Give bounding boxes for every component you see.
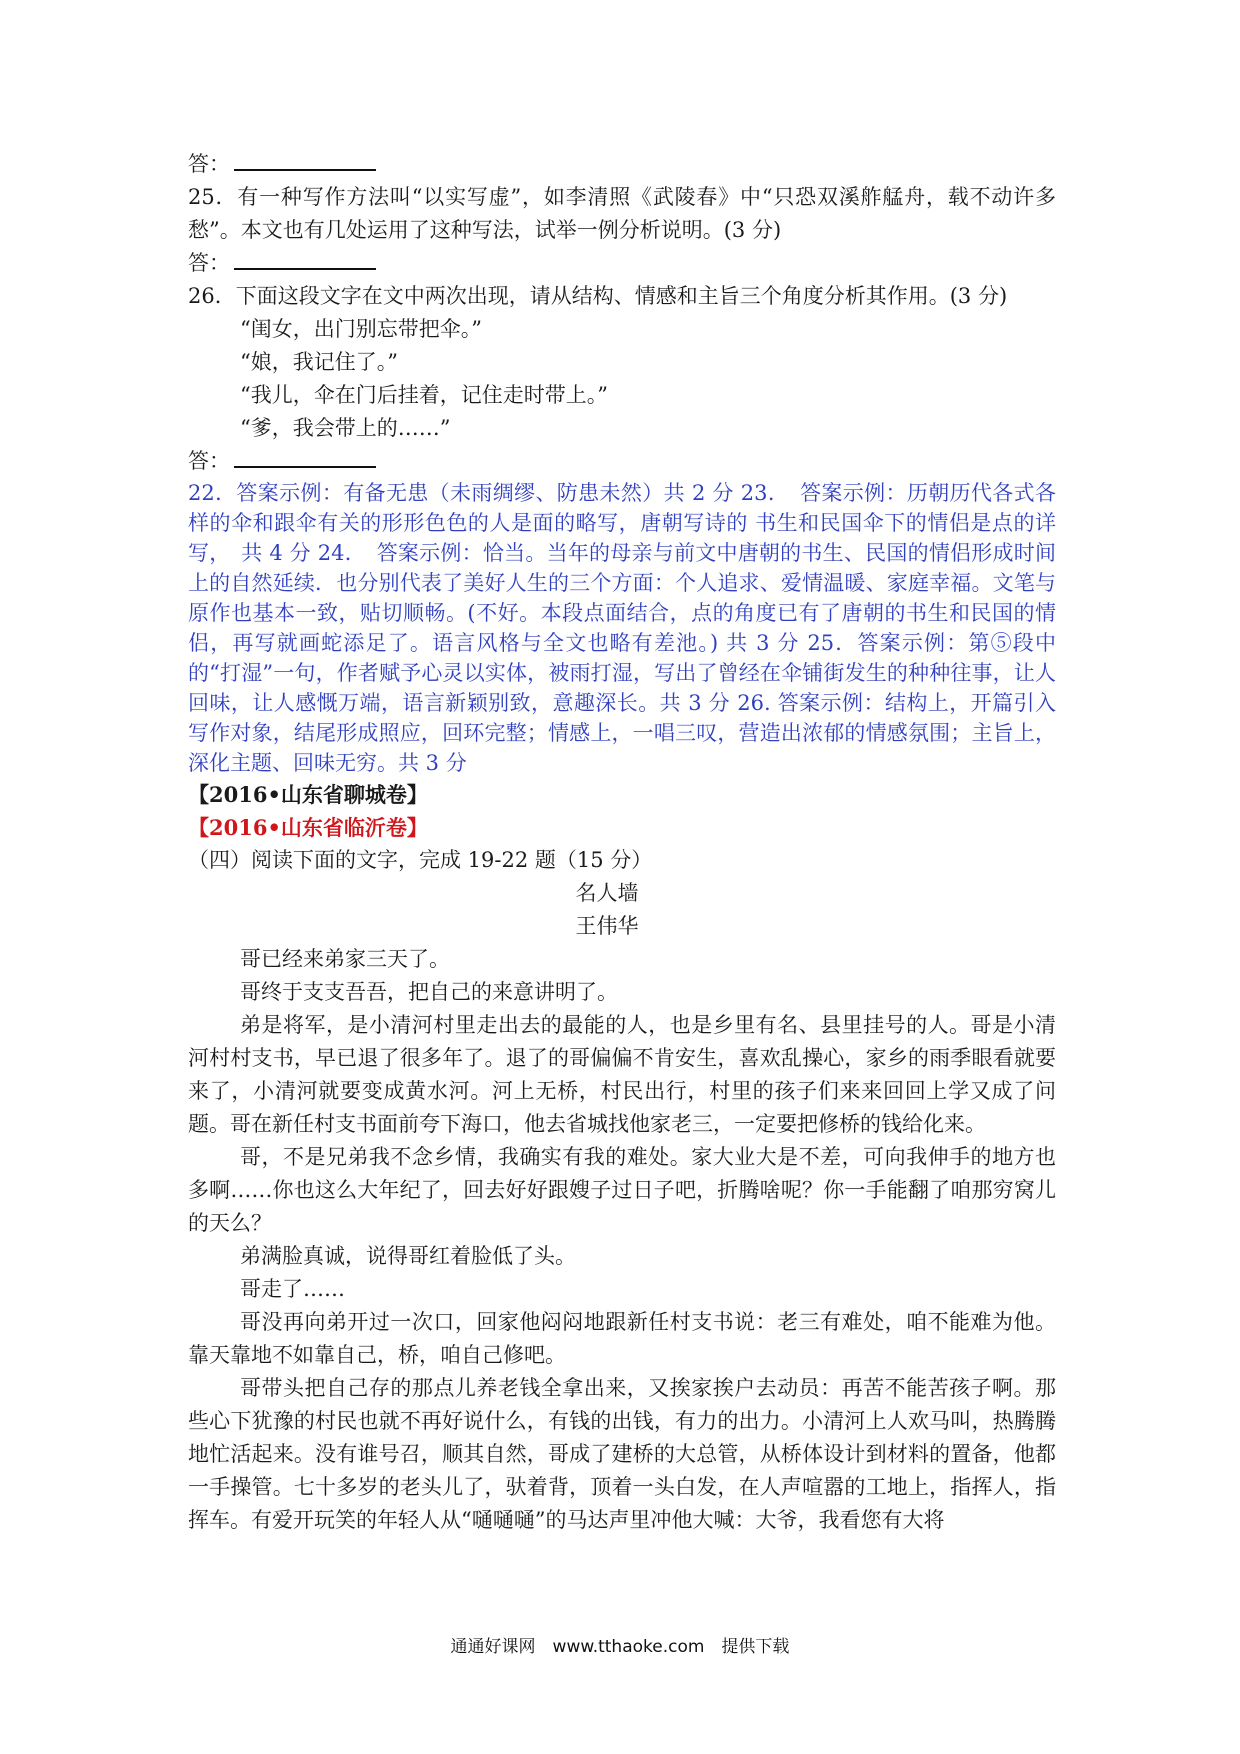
story-paragraph: 哥走了…… xyxy=(240,1277,345,1301)
story-paragraph: 弟是将军，是小清河村里走出去的最能的人，也是乡里有名、县里挂号的人。哥是小清河村村支书，早已退了很多年了。退了的哥偏偏不肯安生，喜欢乱操心，家乡的雨季眼看就要来了，小清河就要变成黄水河。河上无桥，村民出行，村里的孩子们来来回回上学又成了问题。哥在新任村支书面前夸下海口，他去省城找他家老三，一定要把修桥的钱给化来。 xyxy=(188,1013,1056,1136)
story-paragraph: 弟满脸真诚，说得哥红着脸低了头。 xyxy=(240,1244,576,1268)
q25-answer-line xyxy=(188,247,1056,280)
answer-label: 答： xyxy=(188,152,230,176)
quote-line: “爹，我会带上的……” xyxy=(240,416,451,440)
question-25: 25．有一种写作方法叫“以实写虚”，如李清照《武陵春》中“只恐双溪舴艋舟，载不动许多愁”。本文也有几处运用了这种写法，试举一例分析说明。(3 分) xyxy=(188,185,1056,242)
story-title: 名人墙 xyxy=(575,881,639,905)
q26-answer-line xyxy=(188,445,1056,478)
answer-label: 答： xyxy=(188,449,230,473)
answer-blank[interactable] xyxy=(234,446,376,468)
page-footer: 通通好课网 www.tthaoke.com 提供下载 xyxy=(450,1637,790,1657)
story-author: 王伟华 xyxy=(575,914,639,938)
document-page xyxy=(188,148,1056,1537)
answer-blank[interactable] xyxy=(234,248,376,270)
story-paragraph: 哥没再向弟开过一次口，回家他闷闷地跟新任村支书说：老三有难处，咱不能难为他。靠天靠地不如靠自己，桥，咱自己修吧。 xyxy=(188,1310,1056,1367)
quote-line: “闺女，出门别忘带把伞。” xyxy=(240,317,482,341)
reading-intro: （四）阅读下面的文字，完成 19-22 题（15 分） xyxy=(188,848,653,872)
quote-line: “娘，我记住了。” xyxy=(240,350,398,374)
q24-answer-line xyxy=(188,148,1056,181)
story-paragraph: 哥终于支支吾吾，把自己的来意讲明了。 xyxy=(240,980,618,1004)
quote-line: “我儿，伞在门后挂着，记住走时带上。” xyxy=(240,383,608,407)
answer-blank[interactable] xyxy=(234,149,376,171)
story-paragraph: 哥，不是兄弟我不念乡情，我确实有我的难处。家大业大是不差，可向我伸手的地方也多啊……你也这么大年纪了，回去好好跟嫂子过日子吧，折腾啥呢？你一手能翻了咱那穷窝儿的天么？ xyxy=(188,1145,1056,1235)
story-paragraph: 哥带头把自己存的那点儿养老钱全拿出来，又挨家挨户去动员：再苦不能苦孩子啊。那些心下犹豫的村民也就不再好说什么，有钱的出钱，有力的出力。小清河上人欢马叫，热腾腾地忙活起来。没有谁号召，顺其自然，哥成了建桥的大总管，从桥体设计到材料的置备，他都一手操管。七十多岁的老头儿了，驮着背，顶着一头白发，在人声喧嚣的工地上，指挥人，指挥车。有爱开玩笑的年轻人从“嗵嗵嗵”的马达声里冲他大喊：大爷，我看您有大将 xyxy=(188,1376,1056,1532)
question-26: 26．下面这段文字在文中两次出现，请从结构、情感和主旨三个角度分析其作用。(3 分) xyxy=(188,284,1008,308)
story-paragraph: 哥已经来弟家三天了。 xyxy=(240,947,450,971)
source-linyi: 【2016•山东省临沂卷】 xyxy=(188,815,428,840)
answer-key: 22．答案示例：有备无患（未雨绸缪、防患未然）共 2 分 23． 答案示例：历朝历代各式各样的伞和跟伞有关的形形色色的人是面的略写，唐朝写诗的 书生和民国伞下的情侣是点的详写， 共 4 分 24． 答案示例：恰当。当年的母亲与前文中唐朝的书生、民国的情侣形成时间上的自然延续．也分别代表了美好人生的三个方面：个人追求、爱情温暖、家庭幸福。文笔与原作也基本一致，贴切顺畅。(不好。本段点面结合，点的角度已有了唐朝的书生和民国的情侣，再写就画蛇添足了。语言风格与全文也略有差池。) 共 3 分 25．答案示例：第⑤段中的“打湿”一句，作者赋予心灵以实体，被雨打湿，写出了曾经在伞铺街发生的种种往事，让人回味，让人感慨万端，语言新颖别致，意趣深长。共 3 分 26. 答案示例：结构上，开篇引入写作对象，结尾形成照应，回环完整；情感上，一唱三叹，营造出浓郁的情感氛围；主旨上，深化主题、回味无穷。共 3 分 xyxy=(188,481,1056,775)
answer-label: 答： xyxy=(188,251,230,275)
source-liaocheng: 【2016•山东省聊城卷】 xyxy=(188,782,428,807)
